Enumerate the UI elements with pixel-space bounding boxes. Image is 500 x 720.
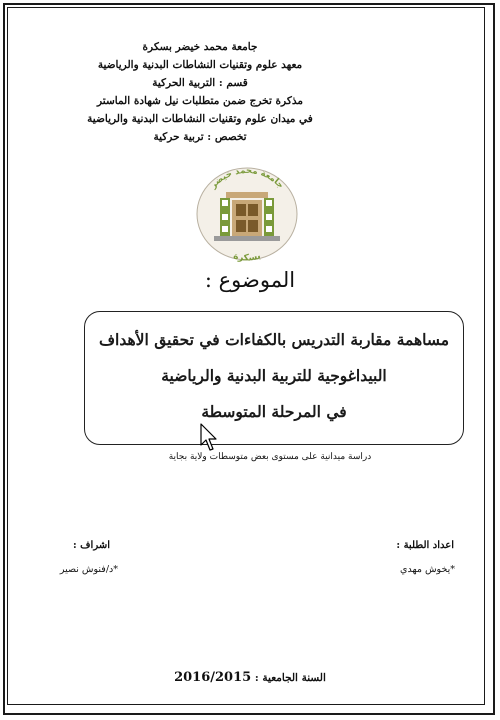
- logo-bottom-text: بسكرة: [231, 251, 263, 264]
- university-logo-icon: [190, 160, 304, 264]
- field-of-study: في ميدان علوم وتقنيات النشاطات البدنية والرياضية: [87, 113, 313, 125]
- department-name: قسم : التربية الحركية: [152, 77, 248, 89]
- academic-year: [130, 670, 370, 685]
- subject-label: الموضوع :: [204, 268, 296, 292]
- field-study-note: دراسة ميدانية على مستوى بعض متوسطات ولاية بجاية: [168, 452, 372, 462]
- thesis-title-line-2: البيداغوجية للتربية البدنية والرياضية: [161, 366, 387, 385]
- academic-year-value: 2016/2015: [174, 670, 252, 685]
- institute-name: معهد علوم وتقنيات النشاطات البدنية والرياضية: [97, 59, 303, 71]
- institution-header: [20, 38, 380, 146]
- supervision-label: اشراف :: [73, 540, 110, 551]
- logo-top-text: جامعة محمد خيضر: [208, 165, 286, 191]
- prepared-by-label: اعداد الطلبة :: [396, 540, 454, 551]
- mouse-cursor-icon: [200, 423, 220, 453]
- supervisor-name: *د/فنوش نصير: [59, 564, 118, 575]
- thesis-title-line-1: مساهمة مقاربة التدريس بالكفاءات في تحقيق الأهداف: [98, 330, 450, 349]
- thesis-title-line-3: في المرحلة المتوسطة: [201, 402, 347, 421]
- thesis-description: مذكرة تخرج ضمن متطلبات نيل شهادة الماستر: [97, 95, 303, 107]
- thesis-title-box: [84, 311, 464, 445]
- university-name: جامعة محمد خيضر بسكرة: [142, 41, 258, 53]
- specialization: تخصص : تربية حركية: [153, 131, 247, 143]
- student-name: *يخوش مهدي: [400, 564, 455, 575]
- academic-year-label: السنة الجامعية :: [254, 672, 326, 684]
